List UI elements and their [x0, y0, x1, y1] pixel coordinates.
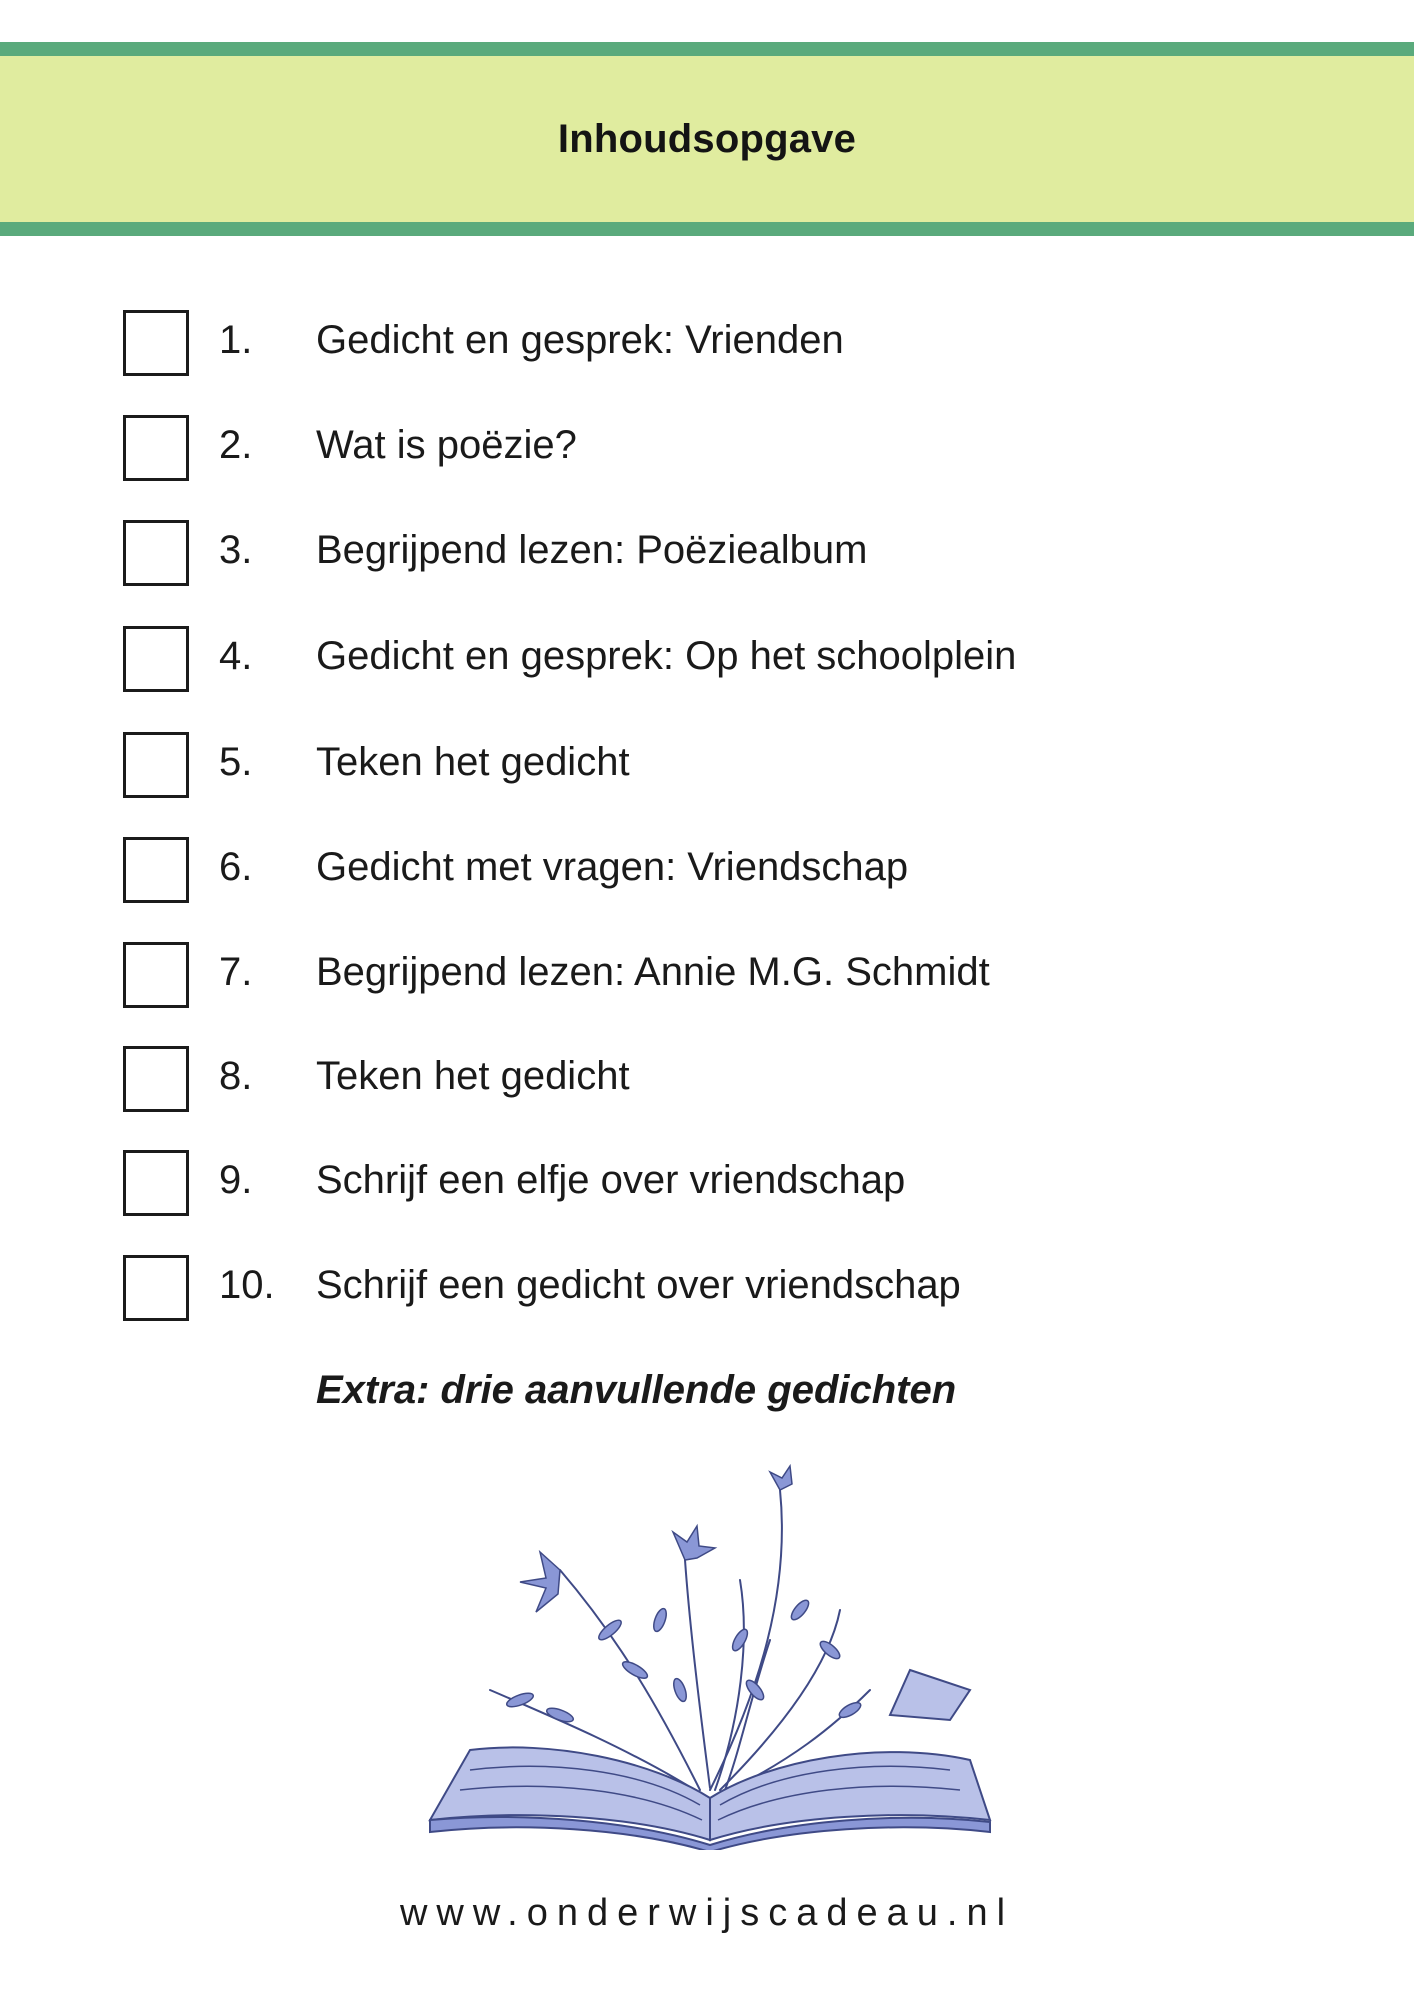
toc-item-number: 7. [219, 950, 253, 994]
toc-item-label: Gedicht en gesprek: Vrienden [316, 318, 844, 362]
toc-item-7 [0, 942, 1414, 1012]
toc-item-10 [0, 1255, 1414, 1325]
toc-item-number: 4. [219, 634, 253, 678]
checkbox-item-8[interactable] [123, 1046, 189, 1112]
toc-item-label: Begrijpend lezen: Annie M.G. Schmidt [316, 950, 990, 994]
toc-item-number: 8. [219, 1054, 253, 1098]
toc-item-number: 10. [219, 1263, 275, 1307]
checkbox-item-1[interactable] [123, 310, 189, 376]
toc-item-number: 3. [219, 528, 253, 572]
toc-item-number: 6. [219, 845, 253, 889]
checkbox-item-6[interactable] [123, 837, 189, 903]
toc-item-5 [0, 732, 1414, 802]
checkbox-item-9[interactable] [123, 1150, 189, 1216]
toc-item-9 [0, 1150, 1414, 1220]
toc-item-8 [0, 1046, 1414, 1116]
toc-item-label: Schrijf een gedicht over vriendschap [316, 1263, 961, 1307]
page-title: Inhoudsopgave [557, 116, 857, 161]
toc-item-number: 9. [219, 1158, 253, 1202]
extra-note: Extra: drie aanvullende gedichten [316, 1368, 957, 1412]
toc-item-label: Gedicht met vragen: Vriendschap [316, 845, 909, 889]
toc-item-label: Teken het gedicht [316, 1054, 630, 1098]
toc-item-label: Begrijpend lezen: Poëziealbum [316, 528, 868, 572]
toc-item-3 [0, 520, 1414, 590]
checkbox-item-7[interactable] [123, 942, 189, 1008]
toc-item-4 [0, 626, 1414, 696]
toc-item-label: Schrijf een elfje over vriendschap [316, 1158, 906, 1202]
book-with-flowers-icon [410, 1460, 1010, 1850]
toc-item-2 [0, 415, 1414, 485]
checkbox-item-5[interactable] [123, 732, 189, 798]
toc-item-6 [0, 837, 1414, 907]
checkbox-item-3[interactable] [123, 520, 189, 586]
toc-item-number: 5. [219, 740, 253, 784]
toc-item-number: 1. [219, 318, 253, 362]
checkbox-item-10[interactable] [123, 1255, 189, 1321]
header-band [0, 42, 1414, 236]
checkbox-item-2[interactable] [123, 415, 189, 481]
toc-item-1 [0, 310, 1414, 380]
checkbox-item-4[interactable] [123, 626, 189, 692]
toc-item-label: Gedicht en gesprek: Op het schoolplein [316, 634, 1017, 678]
toc-item-number: 2. [219, 423, 253, 467]
toc-item-label: Teken het gedicht [316, 740, 630, 784]
footer-url[interactable]: www.onderwijscadeau.nl [399, 1892, 1015, 1934]
toc-item-label: Wat is poëzie? [316, 423, 577, 467]
